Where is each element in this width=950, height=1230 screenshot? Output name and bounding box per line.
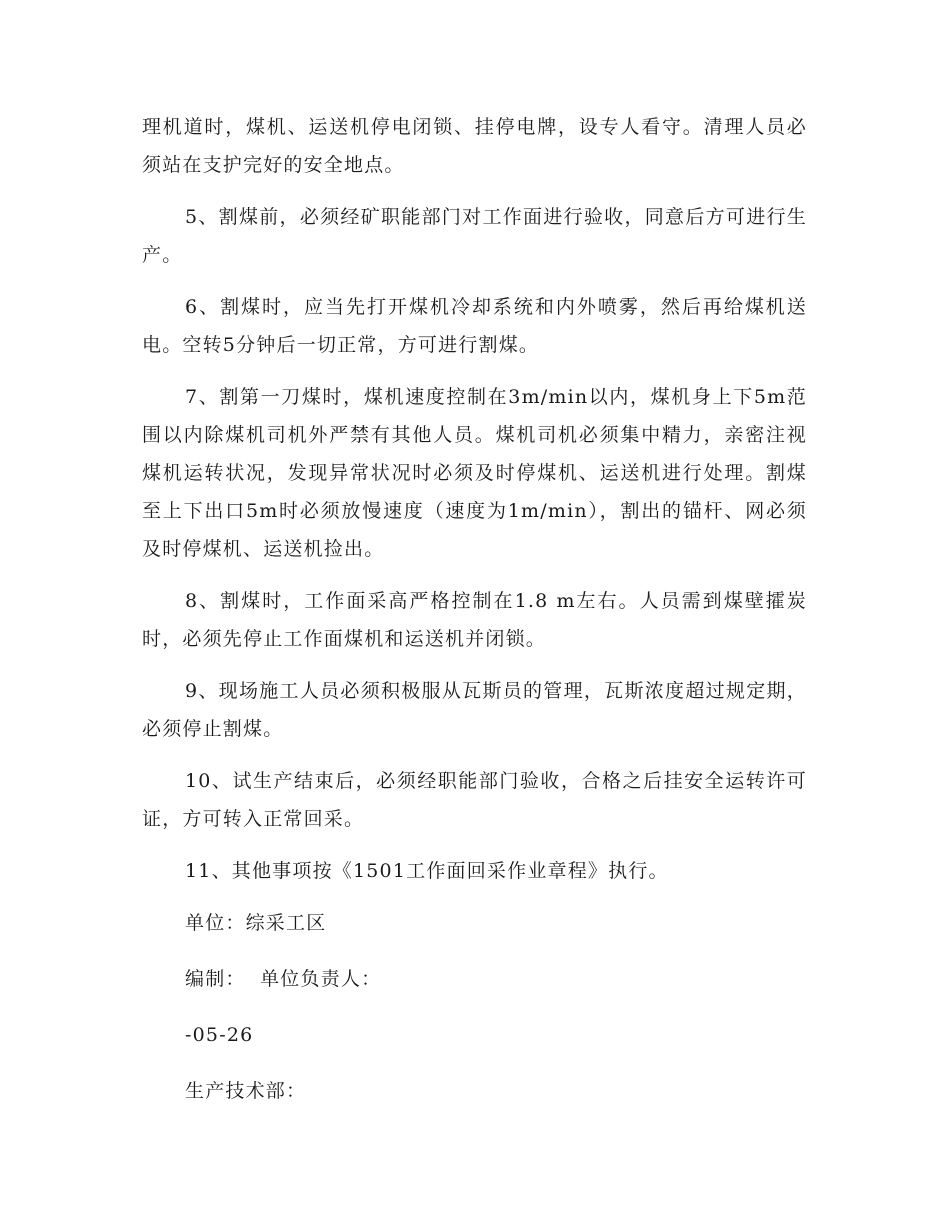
paragraph-item-10: 10、试生产结束后，必须经职能部门验收，合格之后挂安全运转许可证，方可转入正常回采。 — [142, 770, 807, 830]
document-body — [142, 108, 807, 1128]
footer-prepared-by: 编制： 单位负责人： — [185, 968, 382, 990]
footer-unit: 单位：综采工区 — [185, 912, 327, 934]
paragraph-item-7: 7、割第一刀煤时，煤机速度控制在3m/min以内，煤机身上下5m范围以内除煤机司机外严禁有其他人员。煤机司机必须集中精力，亲密注视煤机运转状况，发现异常状况时必须及时停煤机、运送机进行处理。割煤至上下出口5m时必须放慢速度（速度为1m/min），割出的锚杆、网必须及时停煤机、运送机捡出。 — [142, 386, 807, 560]
paragraph-item-9: 9、现场施工人员必须积极服从瓦斯员的管理，瓦斯浓度超过规定期，必须停止割煤。 — [142, 680, 807, 740]
footer-date: -05-26 — [185, 1024, 254, 1046]
paragraph-item-6: 6、割煤时，应当先打开煤机冷却系统和内外喷雾，然后再给煤机送电。空转5分钟后一切正常，方可进行割煤。 — [142, 296, 807, 356]
paragraph-continuation: 理机道时，煤机、运送机停电闭锁、挂停电牌，设专人看守。清理人员必须站在支护完好的安全地点。 — [142, 116, 807, 176]
paragraph-item-8: 8、割煤时，工作面采高严格控制在1.8 m左右。人员需到煤壁攉炭时，必须先停止工作面煤机和运送机并闭锁。 — [142, 590, 807, 650]
paragraph-item-5: 5、割煤前，必须经矿职能部门对工作面进行验收，同意后方可进行生产。 — [142, 206, 807, 266]
footer-department: 生产技术部： — [185, 1080, 307, 1102]
paragraph-item-11: 11、其他事项按《1501工作面回采作业章程》执行。 — [185, 860, 669, 882]
